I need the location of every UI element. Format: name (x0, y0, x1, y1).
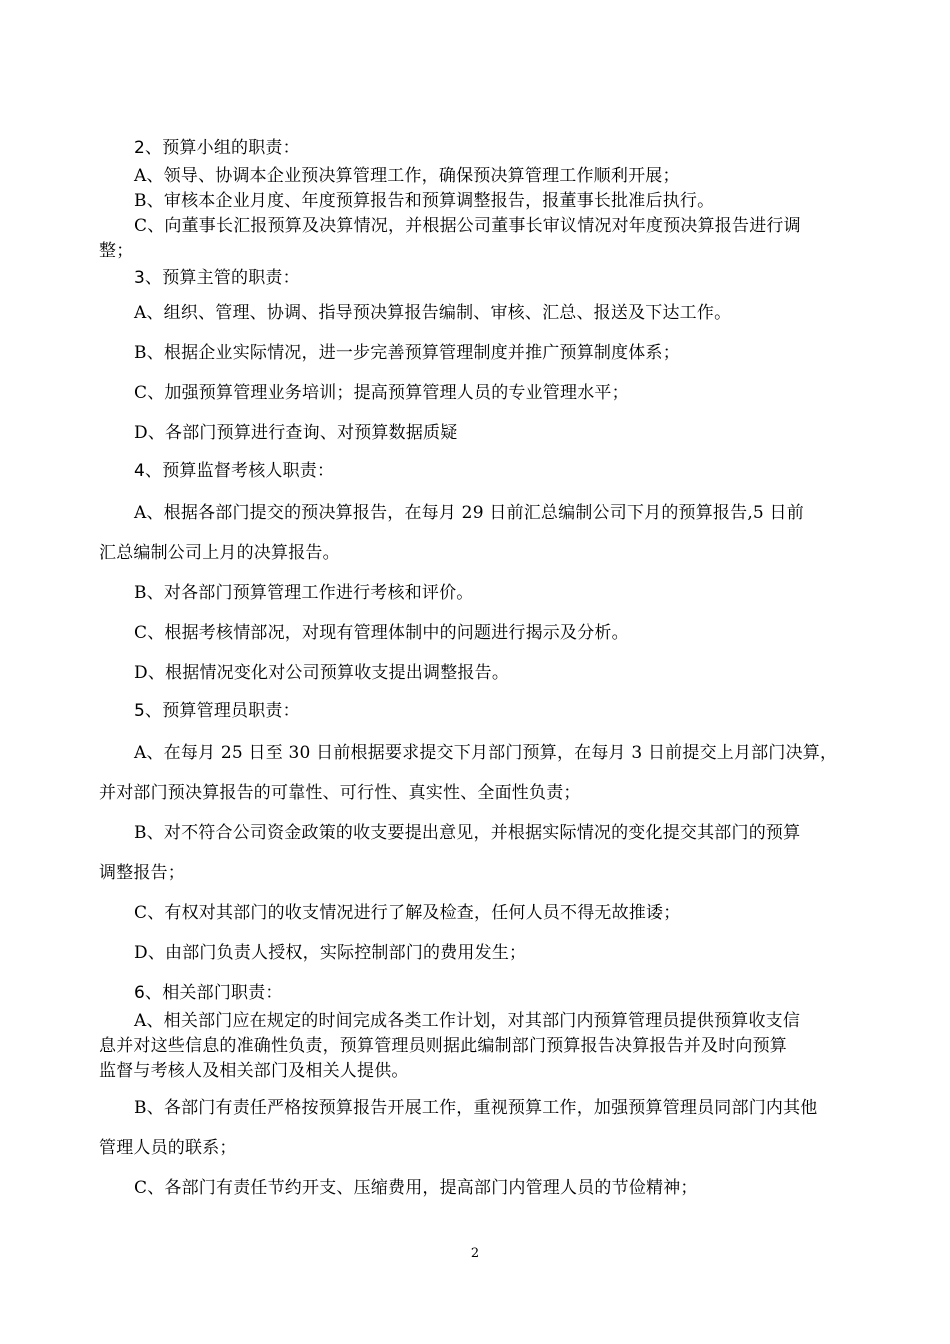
paragraph-line: 调整报告； (99, 863, 185, 883)
paragraph-line: D、各部门预算进行查询、对预算数据质疑 (134, 423, 458, 443)
section-heading: 5、预算管理员职责： (134, 701, 300, 721)
paragraph-line: 并对部门预决算报告的可靠性、可行性、真实性、全面性负责； (99, 783, 581, 803)
paragraph-line: 监督与考核人及相关部门及相关人提供。 (99, 1061, 409, 1081)
paragraph-line: 整； (99, 241, 134, 261)
paragraph-line: D、由部门负责人授权，实际控制部门的费用发生； (134, 943, 527, 963)
paragraph-line: C、各部门有责任节约开支、压缩费用，提高部门内管理人员的节俭精神； (134, 1178, 698, 1198)
paragraph-line: B、根据企业实际情况，进一步完善预算管理制度并推广预算制度体系； (134, 343, 680, 363)
paragraph-line: 管理人员的联系； (99, 1138, 237, 1158)
paragraph-line: D、根据情况变化对公司预算收支提出调整报告。 (134, 663, 510, 683)
paragraph-line: B、审核本企业月度、年度预算报告和预算调整报告，报董事长批准后执行。 (134, 191, 715, 211)
paragraph-line: B、各部门有责任严格按预算报告开展工作，重视预算工作，加强预算管理员同部门内其他 (134, 1098, 818, 1118)
paragraph-line: A、相关部门应在规定的时间完成各类工作计划，对其部门内预算管理员提供预算收支信 (134, 1011, 801, 1031)
paragraph-line: C、向董事长汇报预算及决算情况，并根据公司董事长审议情况对年度预决算报告进行调 (134, 216, 801, 236)
section-heading: 4、预算监督考核人职责： (134, 461, 335, 481)
paragraph-line: 汇总编制公司上月的决算报告。 (99, 543, 340, 563)
paragraph-line: B、对各部门预算管理工作进行考核和评价。 (134, 583, 474, 603)
paragraph-line: A、领导、协调本企业预决算管理工作，确保预决算管理工作顺利开展； (134, 166, 680, 186)
paragraph-line: A、在每月 25 日至 30 日前根据要求提交下月部门预算，在每月 3 日前提交上月部门决算， (134, 743, 838, 763)
paragraph-line: C、有权对其部门的收支情况进行了解及检查，任何人员不得无故推诿； (134, 903, 681, 923)
paragraph-line: A、组织、管理、协调、指导预决算报告编制、审核、汇总、报送及下达工作。 (134, 303, 732, 323)
paragraph-line: B、对不符合公司资金政策的收支要提出意见，并根据实际情况的变化提交其部门的预算 (134, 823, 801, 843)
paragraph-line: 息并对这些信息的准确性负责，预算管理员则据此编制部门预算报告决算报告并及时向预算 (99, 1036, 787, 1056)
section-heading: 6、相关部门职责： (134, 983, 283, 1003)
page-number: 2 (470, 1246, 480, 1261)
section-heading: 3、预算主管的职责： (134, 268, 300, 288)
paragraph-line: C、根据考核情部况，对现有管理体制中的问题进行揭示及分析。 (134, 623, 629, 643)
section-heading: 2、预算小组的职责： (134, 138, 300, 158)
paragraph-line: A、根据各部门提交的预决算报告，在每月 29 日前汇总编制公司下月的预算报告,5 日前 (134, 503, 804, 523)
paragraph-line: C、加强预算管理业务培训；提高预算管理人员的专业管理水平； (134, 383, 629, 403)
